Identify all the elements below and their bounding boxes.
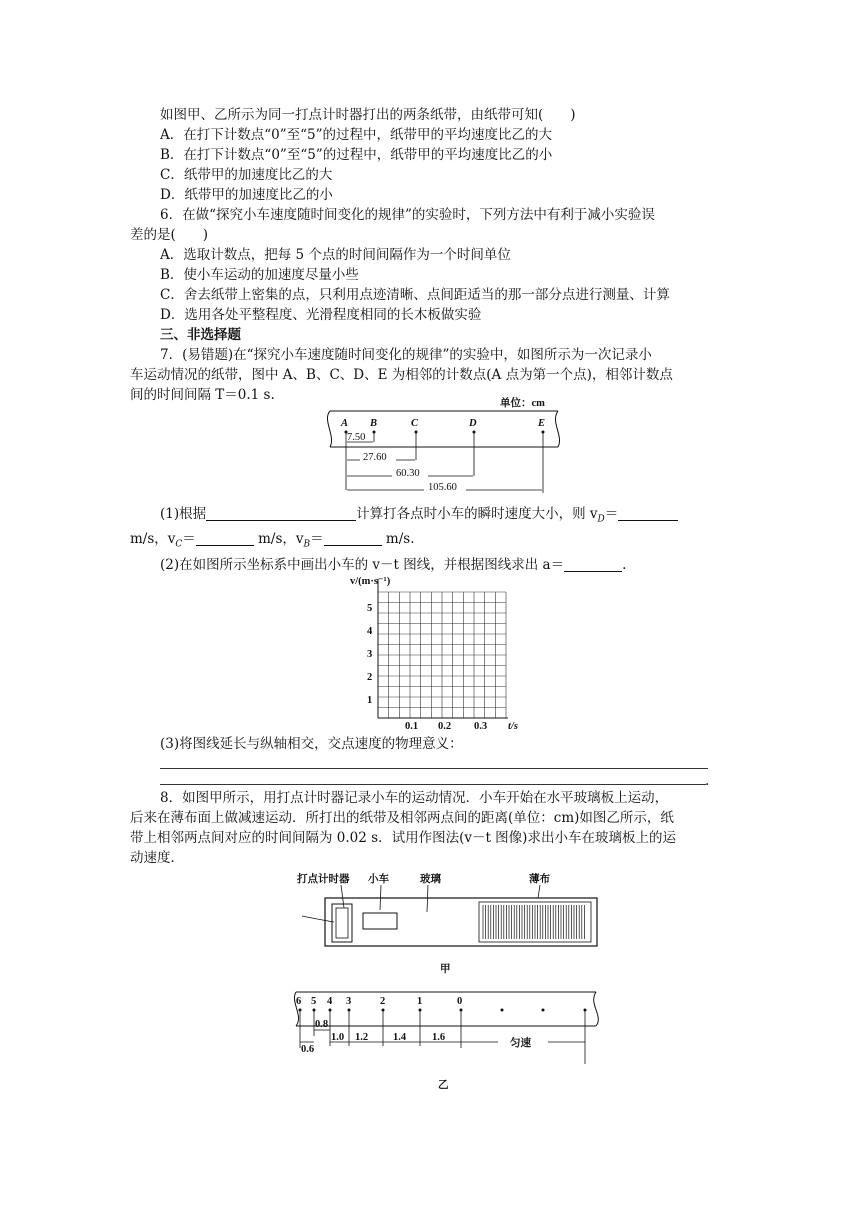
option-c: C．纸带甲的加速度比乙的大 [160,167,333,183]
svg-text:105.60: 105.60 [428,482,457,493]
q7-part2: (2)在如图所示坐标系中画出小车的 v－t 图线，并根据图线求出 a＝ . [160,557,627,573]
svg-text:D: D [469,418,477,429]
tape-figure-8 [290,986,610,1096]
svg-text:A: A [341,418,349,429]
option-d: D．纸带甲的加速度比乙的小 [160,187,333,203]
answer-blank-vb[interactable] [324,531,382,546]
question-8-stem-2: 后来在薄布面上做减速运动．所打出的纸带及相邻两点间的距离(单位：cm)如图乙所示，纸 [130,810,674,826]
svg-text:7.50: 7.50 [347,432,366,443]
ytick-5: 5 [367,603,373,614]
option-a: A．在打下计数点“0”至“5”的过程中，纸带甲的平均速度比乙的大 [160,127,553,143]
svg-text:E: E [538,418,546,429]
option-b: B．在打下计数点“0”至“5”的过程中，纸带甲的平均速度比乙的小 [160,147,553,163]
label-timer: 打点计时器 [297,874,350,885]
answer-blank-basis[interactable] [206,506,356,521]
vt-graph [340,575,540,735]
label-cart: 小车 [368,874,389,885]
dist-5-4: 0.8 [315,1019,329,1030]
question-7-stem-2: 车运动情况的纸带，图中 A、B、C、D、E 为相邻的计数点(A 点为第一个点)，相邻计数点 [130,367,673,383]
dist-6-5: 0.6 [301,1044,315,1055]
distance-ab [347,432,365,443]
question-8-stem-3: 带上相邻两点间对应的时间间隔为 0.02 s．试用作图法(v－t 图像)求出小车在玻璃板上的运 [130,830,676,846]
distance-ac [360,451,396,463]
section-heading: 三、非选择题 [160,327,241,343]
xtick-0.1: 0.1 [405,721,419,732]
distance-ae [424,481,466,493]
point-5: 5 [311,996,317,1007]
svg-text:B: B [370,418,378,429]
point-4: 4 [327,996,333,1007]
answer-blank-vd[interactable] [618,506,678,521]
answer-line-end: . [705,773,710,789]
tape-point-e [537,418,545,434]
tape-point-b [369,418,377,434]
q6-option-b: B．使小车运动的加速度尽量小些 [160,267,359,283]
answer-blank-vc[interactable] [196,531,254,546]
ytick-3: 3 [367,649,373,660]
svg-text:60.30: 60.30 [396,468,420,479]
tape-point-d [468,418,477,434]
xtick-0.3: 0.3 [474,721,488,732]
apparatus-figure [296,868,606,980]
label-glass: 玻璃 [420,874,441,885]
q6-option-a: A．选取计数点，把每 5 个点的时间间隔作为一个时间单位 [160,247,511,263]
question-6-stem: 6．在做“探究小车速度随时间变化的规律”的实验时，下列方法中有利于减小实验误 [160,207,655,223]
graph-xlabel: t/s [508,721,518,732]
point-6: 6 [296,996,302,1007]
point-1: 1 [417,996,423,1007]
distance-ad [392,467,428,479]
question-8-stem: 8．如图甲所示，用打点计时器记录小车的运动情况．小车开始在水平玻璃板上运动， [160,790,669,806]
q7-part3: (3)将图线延长与纵轴相交，交点速度的物理意义： [160,736,463,752]
svg-text:C: C [411,418,419,429]
q6-option-c: C．舍去纸带上密集的点，只利用点迹清晰、点间距适当的那一部分点进行测量、计算 [160,287,670,303]
q6-option-d: D．选用各处平整程度、光滑程度相同的长木板做实验 [160,307,482,323]
ytick-4: 4 [367,626,373,637]
dist-3-2: 1.2 [355,1032,369,1043]
tape-point-c [411,418,419,434]
dist-2-1: 1.4 [393,1032,407,1043]
label-cloth: 薄布 [529,874,550,885]
ytick-1: 1 [367,695,373,706]
question-5-stem: 如图甲、乙所示为同一打点计时器打出的两条纸带，由纸带可知( ) [160,107,576,123]
answer-line-2[interactable] [160,784,706,785]
point-2: 2 [380,996,386,1007]
q7-part1-line2: m/s，$v_C= m/s$，$v_B= m/s$. [130,531,415,550]
question-7-stem-3: 间的时间间隔 T＝0.1 s. [130,387,275,403]
svg-text:27.60: 27.60 [363,452,387,463]
tape-unit-label: 单位：cm [500,398,545,409]
q7-tape-figure [320,398,570,498]
question-8-stem-4: 动速度． [130,850,184,866]
caption-jia: 甲 [440,964,451,975]
answer-blank-acceleration[interactable] [564,557,622,572]
point-3: 3 [346,996,352,1007]
q7-part1-line1: (1)根据 计算打各点时小车的瞬时速度大小，则 $v_D=$ [160,505,678,529]
point-0: 0 [457,996,463,1007]
ytick-2: 2 [367,672,373,683]
question-7-stem: 7．(易错题)在“探究小车速度随时间变化的规律”的实验中，如图所示为一次记录小 [160,347,652,363]
question-6-stem-cont: 差的是( ) [130,227,209,243]
uniform-label: 匀速 [510,1038,531,1049]
graph-ylabel: v/(m·s⁻¹) [350,576,391,587]
dist-1-0: 1.6 [432,1032,446,1043]
xtick-0.2: 0.2 [438,721,452,732]
dist-4-3: 1.0 [331,1032,345,1043]
answer-line-1[interactable] [160,768,708,769]
caption-yi: 乙 [438,1080,449,1091]
